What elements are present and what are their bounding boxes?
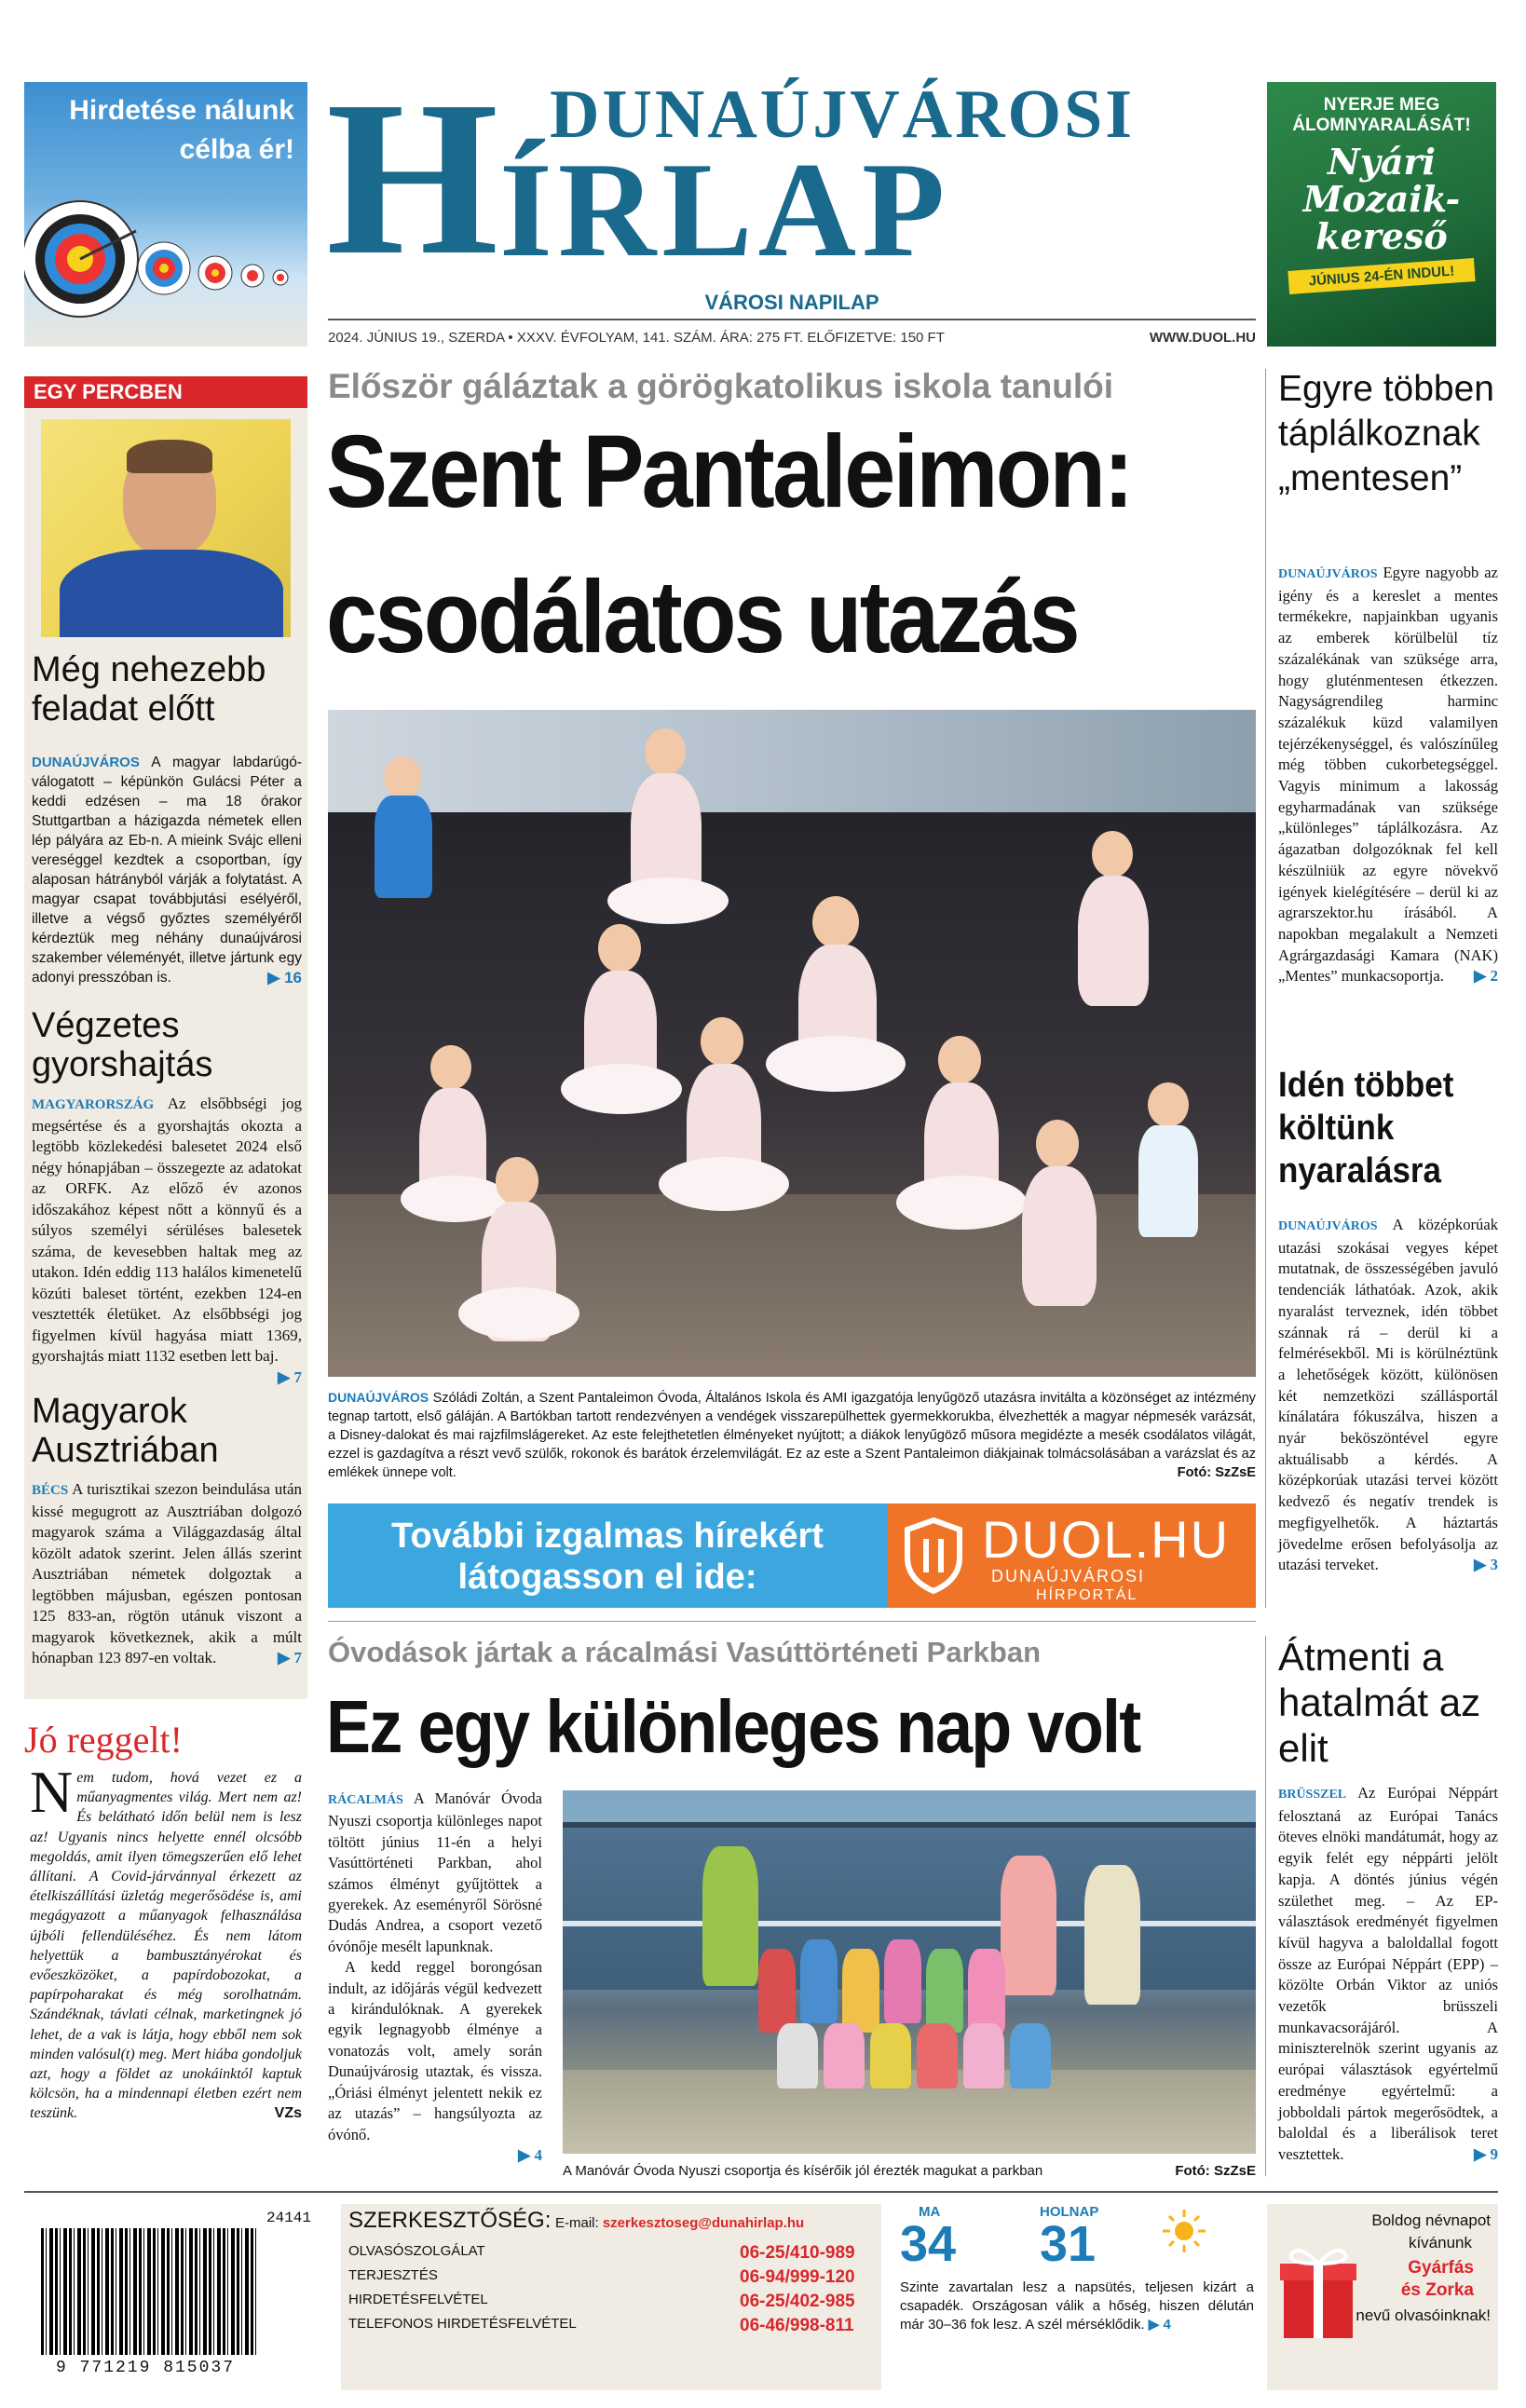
right3-title: Átmenti a hatalmát az elit [1278,1635,1481,1770]
kid [968,1949,1005,2033]
staff-email[interactable] [555,2215,804,2231]
kid [926,1949,963,2033]
ad-right-line3: Nyári [1328,141,1436,183]
ad-right-line1: NYERJE MEG [1323,95,1440,115]
staff-box [341,2204,881,2390]
footer-rule [24,2191,1498,2193]
egy-percben-body [32,753,302,987]
banner-line1: További izgalmas hírekért [391,1517,824,1556]
weather-today-label: MA [919,2204,941,2220]
right2-kw: DUNAÚJVÁROS [1278,1219,1378,1233]
kid [758,1949,796,2033]
lead-title-1: Szent Pantaleimon: [326,415,1132,529]
banner-brand: DUOL.HU [982,1510,1231,1569]
banner-line2: látogasson el ide: [457,1558,757,1597]
egy-percben-label: EGY PERCBEN [24,376,307,408]
tutu [659,1157,789,1211]
second-caption: A Manóvár Óvoda Nyuszi csoportja és kísérőik jól érezték magukat a parkban [563,2163,1043,2179]
dancer-head [1092,831,1133,877]
lead-credit: Fotó: SzZsE [1177,1465,1256,1480]
staff-row-label: TERJESZTÉS [348,2267,438,2283]
egy-percben-text: A magyar labdarúgó-válogatott – képünkön Gulácsi Péter a keddi edzésen – ma 18 órakor Stuttgartban a házigazda németek ellen lép pályára az Eb-n. A mieink Svájc elleni vereséggel kezdtek a csoportban, így alaposan hátrányból várják a folytatást. A magyar csapat továbbjutási esélyéről, illetve a végső győztes személyéről kérdeztük meg néhány dunaújvárosi szakember véleményét, illetve jártunk egy adonyi presszóban is. [32,755,303,986]
adult [1084,1865,1140,2005]
second-kw: RÁCALMÁS [328,1793,403,1807]
right1-title: Egyre többen táplálkoznak „mentesen” [1278,369,1495,498]
staff-row-phone[interactable]: 06-25/402-985 [740,2292,855,2311]
masthead-info: 2024. JÚNIUS 19., SZERDA • XXXV. ÉVFOLYAM, 141. SZÁM. ÁRA: 275 FT. ELŐFIZETVE: 150 FT [328,330,945,346]
weather-text-body: Szinte zavartalan lesz a napsütés, teljesen kizárt a csapadék. Országosan válik a hőség, hiszen délután már 30–36 fok lesz. A szél mérséklődik. [900,2279,1254,2333]
staff-row [348,2243,870,2263]
dancer-head [938,1036,981,1084]
kid [777,2023,818,2088]
lead-photo [328,710,1256,1377]
second-title: Ez egy különleges nap volt [326,1685,1140,1768]
right1-body [1278,563,1498,987]
jo-reggelt-body [30,1759,302,2124]
jo-reggelt-title: Jó reggelt! [24,1719,183,1761]
second-kicker: Óvodások jártak a rácalmási Vasúttörténeti Parkban [328,1636,1042,1668]
right2-body [1278,1215,1498,1576]
weather-ref[interactable]: ▶ 4 [1148,2317,1171,2333]
egy-percben-ref[interactable]: ▶ 16 [267,969,302,986]
ad-right-line4: Mozaik- [1302,178,1461,220]
kid [842,1949,879,2033]
staff-row-label: TELEFONOS HIRDETÉSFELVÉTEL [348,2316,577,2332]
magyarok-text: A turisztikai szezon beindulása után kissé megugrott az Ausztriában dolgozó magyarok száma a Világgazdaság által közölt adatok szerint. Jelen állás szerint Ausztriában németek dolgoztak a legtöbben májusban, egészen pontosan 125 833-an, rögtön utánuk viszont a magyarok következnek, akik a múlt hónapban 123 897-en voltak. [32,1480,302,1667]
staff-row-label: OLVASÓSZOLGÁLAT [348,2243,485,2259]
jo-reggelt-text: em tudom, hová vezet ez a műanyagmentes világ. Mert nem az! És belátható időn belül nem is lesz az! Ugyanis nincs helyette ennél olcsóbb megoldás, amit ilyen tömegszerűen elő lehet állítani. A Covid-járvánnyal érkezett az ételkiszállítási üzletág megerősödése is, ami megágyazott a műanyagok felhasználása újbóli fellendüléséhez. És nem látom helyettük a bambusztányérokat és evőeszközöket, a papírdobozokat, a papírpoharakat és még sorolhatnám. Szándéknak, távlati célnak, marketingnek jó lehet, de a vak is látja, hogy ebből nem sok minden valósul(t) meg. Mert hiába gondoljuk azt, hogy a földet az unokáinktól kaptuk kölcsön, ha a mindennapi életben ezért nem teszünk. [30,1770,302,2122]
lead-kw: DUNAÚJVÁROS [328,1390,429,1405]
dancer-head [645,728,686,775]
ad-right[interactable] [1267,82,1496,347]
second-ref[interactable]: ▶ 4 [518,2145,542,2164]
vegzetes-body [32,1094,302,1388]
lead-caption-text: Szóládi Zoltán, a Szent Pantaleimon Óvoda, Általános Iskola és AMI igazgatója lenyűgöző utazásra invitálta a közönséget az intézmény tegnap tartott, első gáláján. A Bartókban tartott rendezvényen a vendégek visszarepülhettek gyermekkorukba, élvezhették a magyar népmesék varázsát, a Disney-dalokat és mai rajzfilmslágereket. Az este felejthetetlen élményeket nyújtott; a diákok lenyűgöző műsora megidézte a mesék csodálatos világát, ezzel is gazdagítva a részt vevő szülők, rokonok és barátok érzelemvilágát. Ez az este a Szent Pantaleimon diákjainak tolmácsolásában a varázslat és az emlékek ünnepe volt. [328,1391,1256,1480]
tutu [766,1036,906,1092]
player-hair [127,440,212,473]
kid [963,2023,1004,2088]
tutu [896,1176,1027,1230]
player-shirt [60,550,283,637]
weather-tomorrow-label: HOLNAP [1040,2204,1099,2220]
dancer-head [384,756,421,799]
jo-reggelt-sign: VZs [274,2105,302,2122]
magyarok-kw: BÉCS [32,1483,69,1498]
nameday-box [1267,2204,1498,2390]
dancer-blue [1138,1125,1198,1237]
right1-text: Egyre nagyobb az igény és a kereslet a mentes termékekre, napjainkban ugyanis az emberek körülbelül tíz százalékának van szüksége arra, hogy gluténmentesen étkezzen. Nagyságrendileg harminc százalékuk küzd valamilyen tejérzékenységgel, és valószínűleg még többen cukorbetegséggel. Vagyis minimum a lakosság egyharmadának van szüksége „különleges” táplálkozásra. Az ágazatban dolgozóknak fel kell készülniük az egyre növekvő igények kielégítésére – derül ki az agrarszektor.hu írásából. A napokban megalakult a Nemzeti Agrárgazdasági Kamara (NAK) „Mentes” munkacsoportja. [1278,564,1498,986]
tutu [607,877,729,924]
egy-percben-kw: DUNAÚJVÁROS [32,755,140,770]
right2-text: A középkorúak utazási szokásai vegyes képet mutatnak, de összességében javuló tendenciák láthatóak. Azok, akik nyaralást terveznek, idén többet szánnak rá – derül ki a felmérésekből. Mi is körülnéztünk a lehetőségek között, különösen két nemzetközi szállásportál kínálatára fókuszálva, hiszen a nyár beköszöntével egyre aktuálisabb a kérdés. A középkorúak utazási tervei között kedvező és negatív trendek is megfigyelhetők. A háztartás jövedelme erősen befolyásolja az utazási terveket. [1278,1216,1498,1574]
jo-reggelt-dropcap: N [30,1759,74,1825]
ad-right-line5: kereső [1315,215,1448,257]
banner-brand-sub2: HÍRPORTÁL [1036,1587,1138,1603]
right-column-rule-2 [1265,1636,1266,2176]
right-column-rule [1265,369,1266,1608]
kid [1010,2023,1051,2088]
right1-ref[interactable]: ▶ 2 [1474,967,1498,986]
masthead-subtitle: VÁROSI NAPILAP [704,291,879,314]
masthead-city: DUNAÚJVÁROSI [550,76,1136,153]
vegzetes-title: Végzetes gyorshajtás [32,1006,213,1084]
ad-left-line2: célba ér! [179,134,294,165]
banner-brand-sub1: DUNAÚJVÁROSI [991,1567,1146,1585]
tutu [561,1064,682,1114]
masthead-rule [328,319,1256,320]
kid [800,1939,838,2023]
dancer-head [1036,1120,1079,1168]
egy-percben-title: Még nehezebb feladat előtt [32,650,266,728]
right3-text: Az Európai Néppárt felosztaná az Európai Tanács öteves elnöki mandátumát, hogy az egyik felét egy néppárti jelölt kapja. A döntés június végén születhet meg. – Az EP-választások eredményét figyelmen kívül hagyva a baloldallal fogott össze az Európai Néppárt (EPP) – közölte Orbán Viktor az uniós vezetők brüsszeli munkavacsorájáról. A miniszterelnök szerint ugyanis az európai választások egyértelmű eredménye egyértelmű: a jobboldali pártok megerősödtek, a baloldal és a liberálisok teret vesztettek. [1278,1784,1499,2163]
right1-kw: DUNAÚJVÁROS [1278,567,1378,581]
ad-left[interactable] [24,82,307,347]
staff-row [348,2316,870,2333]
second-body [328,1789,542,2166]
adult [702,1846,758,1986]
adult [1001,1856,1056,1995]
magyarok-body [32,1479,302,1669]
second-photo [563,1790,1256,2154]
lead-kicker: Először gáláztak a görögkatolikus iskola tanulói [328,367,1113,405]
nameday-line2: kívánunk [1408,2234,1472,2252]
stage-floor [328,1194,1256,1377]
weather-box [894,2204,1254,2390]
second-credit: Fotó: SzZsE [1175,2163,1256,2179]
magyarok-ref[interactable]: ▶ 7 [278,1649,302,1667]
second-text-1: A Manóvár Óvoda Nyuszi csoportja különleges napot töltött június 11-én a helyi Vasúttörténeti Parkban, ahol számos élményt gyűjtöttek a gyerekek. Az eseményről Sörösné Dudás Andrea, a csoport vezető óvónője mesélt lapunknak. [328,1789,543,1955]
ad-left-line1: Hirdetése nálunk [69,95,294,126]
target-icon [24,175,307,347]
right3-body [1278,1783,1498,2166]
magyarok-title: Magyarok Ausztriában [32,1392,219,1470]
email-label: E-mail: [555,2215,599,2231]
dancer-head [1148,1082,1189,1127]
staff-row-phone[interactable]: 06-94/999-120 [740,2267,855,2287]
masthead-web[interactable]: WWW.DUOL.HU [1149,330,1256,346]
section-rule [328,1621,1256,1622]
kid [884,1939,921,2023]
ad-right-line2: ÁLOMNYARALÁSÁT! [1292,116,1471,135]
vegzetes-ref[interactable]: ▶ 7 [278,1367,302,1386]
lead-caption [328,1388,1256,1482]
nameday-line3: nevű olvasóinknak! [1356,2306,1491,2324]
staff-row [348,2267,870,2287]
right3-ref[interactable]: ▶ 9 [1474,2144,1498,2163]
dancer-head [598,924,641,973]
weather-text [900,2279,1254,2334]
barcode-top: 24141 [266,2210,312,2226]
barcode-num: 9 771219 815037 [55,2359,236,2377]
kid [870,2023,911,2088]
dancer-head [430,1045,471,1090]
dancer-blue [375,796,432,898]
lead-title-2: csodálatos utazás [326,560,1078,674]
vegzetes-kw: MAGYARORSZÁG [32,1097,155,1112]
email-value[interactable]: szerkesztoseg@dunahirlap.hu [602,2215,805,2231]
train-stripe [563,1921,1256,1926]
second-text-2: A kedd reggel borongósan indult, az időjárás végül kedvezett a kirándulóknak. A gyerekek egyik legnagyobb élménye a vonatozás volt, amely során Dunaújvárosig utaztak, és vissza. „Óriási élményt jelentett nekik ez az utazás” – hangsúlyozta az óvónő. [328,1958,542,2143]
right2-title: Idén többet költünk nyaralásra [1278,1066,1454,1190]
right2-ref[interactable]: ▶ 3 [1474,1556,1498,1574]
dancer-head [812,896,859,948]
kid [824,2023,865,2088]
vegzetes-text: Az elsőbbségi jog megsértése és a gyorshajtás okozta a legtöbb közlekedési balesetet 2024 első négy hónapjában – összegezte az adatokat az ORFK. Az előző év azonos időszakához képest nőtt a könnyű és a súlyos személyi sérüléses balesetek száma, de kevesebben haltak meg az utakon. Idén eddig 113 halálos kimenetelű közúti baleset történt, ezekben 124-en vesztették életüket. Az elsőbbségi jog figyelmen kívül hagyása miatt 1369, gyorshajtás miatt 1132 esetben lett baj. [32,1095,302,1365]
dancer-head [701,1017,743,1066]
staff-row [348,2292,870,2311]
tutu [458,1287,579,1340]
barcode [24,2208,322,2385]
staff-row-label: HIRDETÉSFELVÉTEL [348,2292,488,2307]
weather-today: 34 [900,2216,957,2272]
staff-title: SZERKESZTŐSÉG: [348,2208,552,2233]
nameday-names2: és Zorka [1400,2280,1474,2300]
duol-banner[interactable] [328,1503,1256,1608]
staff-row-phone[interactable]: 06-46/998-811 [740,2316,854,2335]
weather-tomorrow: 31 [1040,2216,1097,2272]
shield-icon [902,1517,965,1595]
sun-icon [1161,2208,1207,2254]
staff-row-phone[interactable]: 06-25/410-989 [740,2243,855,2263]
dancer [1022,1166,1097,1306]
kid [917,2023,958,2088]
masthead-title: ÍRLAP [499,134,951,285]
dancer [1078,876,1149,1006]
stage-light [328,710,1256,812]
nameday-names1: Gyárfás [1408,2258,1474,2278]
masthead [326,56,1258,319]
nameday-line1: Boldog névnapot [1371,2211,1491,2229]
right3-kw: BRÜSSZEL [1278,1788,1347,1802]
dancer-head [496,1157,538,1205]
egy-percben-photo [41,419,291,637]
ad-right-line6: JÚNIUS 24-ÉN INDUL! [1288,258,1475,294]
masthead-initial: H [326,56,499,301]
barcode-bars [41,2228,259,2355]
